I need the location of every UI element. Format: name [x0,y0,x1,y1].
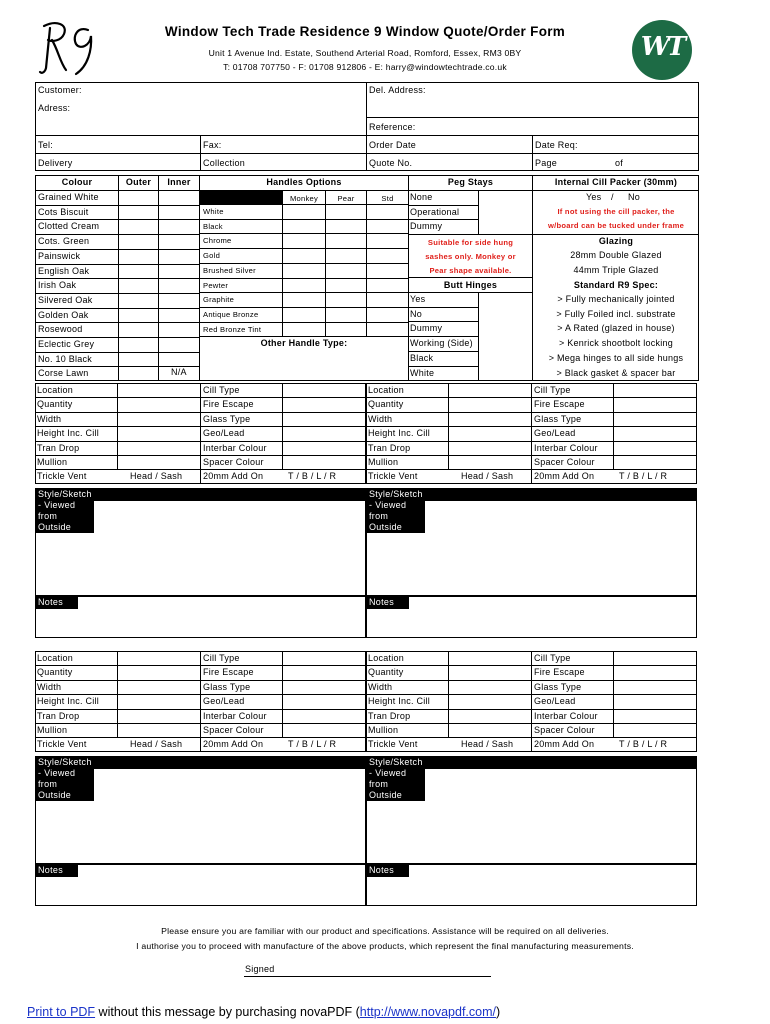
handle-row-divider [199,307,408,308]
window-option-label[interactable]: Fire Escape [534,399,585,409]
r9-logo [38,18,100,78]
grid-row-divider [35,709,366,710]
window-field-label[interactable]: Location [37,653,74,663]
window-option-label[interactable]: 20mm Add On [203,471,264,481]
butt-row-divider [408,307,478,308]
window-option-label[interactable]: Cill Type [534,653,571,663]
handles-blackout [200,190,282,204]
monkey-header: Monkey [289,194,319,203]
novapdf-notice [27,1005,500,1019]
grid-row-divider [366,665,697,666]
trickle-vent-head-sash[interactable]: Head / Sash [130,739,183,749]
cill-warning-2: w/board can be tucked under frame [547,221,685,230]
grid-row-divider [366,737,697,738]
peg-stay-option[interactable]: Operational [410,207,460,217]
window-option-label[interactable]: Interbar Colour [534,443,598,453]
handle-row-divider [199,219,408,220]
window-field-label[interactable]: Height Inc. Cill [37,428,100,438]
notes-area[interactable] [366,596,697,638]
colour-row-divider [35,264,199,265]
colour-row-divider [35,278,199,279]
footer-assistance-note: Please ensure you are familiar with our product and specifications. Assistance will be required on all deliveries. [161,926,609,936]
window-field-label[interactable]: Height Inc. Cill [368,696,431,706]
window-option-label[interactable]: Spacer Colour [534,457,595,467]
collection-field[interactable]: Collection [203,158,246,168]
handle-row-divider [199,248,408,249]
grid-row-divider [35,426,366,427]
cill-warning-1: If not using the cill packer, the [557,207,675,216]
window-field-label[interactable]: Height Inc. Cill [368,428,431,438]
peg-stays-header: Peg Stays [447,177,494,187]
grid-row-divider [35,441,366,442]
page-field[interactable]: Page [535,158,558,168]
std-header: Std [381,194,394,203]
notes-area[interactable] [366,864,697,906]
peg-row-divider [408,219,478,220]
spec-item: > Kenrick shootbolt locking [558,338,674,348]
colour-row-divider [35,352,199,353]
window-option-label[interactable]: Spacer Colour [534,725,595,735]
window-option-label[interactable]: Fire Escape [534,667,585,677]
window-field-label[interactable]: Quantity [37,667,73,677]
handle-finish-option[interactable]: Brushed Silver [203,266,256,275]
butt-hinge-option[interactable]: Working (Side) [410,338,473,348]
grid-row-divider [35,455,366,456]
cill-packer-no[interactable]: No [628,192,641,202]
window-option-label[interactable]: Interbar Colour [534,711,598,721]
company-contact: T: 01708 707750 - F: 01708 912806 - E: harry@windowtechtrade.co.uk [223,62,507,72]
glazing-header: Glazing [598,236,634,246]
spec-item: > Fully Foiled incl. substrate [556,309,676,319]
grid-row-divider [366,723,697,724]
grid-row-divider [366,441,697,442]
window-field-label[interactable]: Tran Drop [37,443,80,453]
window-option-label[interactable]: Fire Escape [203,667,254,677]
handle-finish-option[interactable]: Graphite [203,295,235,304]
inner-header: Inner [167,177,191,187]
grid-row-divider [35,694,366,695]
handle-finish-option[interactable]: Pewter [203,281,229,290]
window-field-label[interactable]: Trickle Vent [368,739,418,749]
peg-note-3: Pear shape available. [429,266,512,275]
colour-option[interactable]: No. 10 Black [38,354,93,364]
window-field-label[interactable]: Width [368,682,393,692]
del-address-field[interactable]: Del. Address: [369,85,426,95]
colour-row-divider [35,234,199,235]
sketch-label: Style/Sketch - Viewed from Outside [38,757,92,800]
butt-hinge-option[interactable]: Dummy [410,323,443,333]
colour-row-divider [35,337,199,338]
peg-note-1: Suitable for side hung [427,238,514,247]
window-field-label[interactable]: Location [368,653,405,663]
add-on-sides[interactable]: T / B / L / R [288,471,337,481]
butt-row-divider [408,351,478,352]
window-field-label[interactable]: Mullion [368,725,399,735]
notes-area[interactable] [35,864,366,906]
handle-row-divider [199,263,408,264]
colour-option[interactable]: English Oak [38,266,90,276]
window-option-label[interactable]: Glass Type [534,682,582,692]
footer-authorisation: I authorise you to proceed with manufacture of the above products, which represent the final manufacturing measurements. [136,941,634,951]
novapdf-close: ) [495,1005,501,1019]
glazing-option-double[interactable]: 28mm Double Glazed [570,250,662,260]
novapdf-url-link[interactable]: http://www.novapdf.com/ [359,1005,496,1019]
window-option-label[interactable]: Glass Type [203,682,251,692]
window-option-label[interactable]: Geo/Lead [203,428,245,438]
window-field-label[interactable]: Tran Drop [37,711,80,721]
colour-row-divider [35,219,199,220]
butt-hinge-option[interactable]: Black [410,353,434,363]
window-option-label[interactable]: Cill Type [534,385,571,395]
grid-row-divider [35,723,366,724]
window-field-label[interactable]: Width [37,414,62,424]
peg-stay-option[interactable]: Dummy [410,221,443,231]
window-option-label[interactable]: 20mm Add On [534,739,595,749]
handle-finish-option[interactable]: Antique Bronze [203,310,259,319]
address-field[interactable]: Adress: [38,103,71,113]
colour-option[interactable]: Cots Biscuit [38,207,89,217]
butt-row-divider [408,321,478,322]
butt-row-divider [408,366,478,367]
colour-option[interactable]: Painswick [38,251,81,261]
window-option-label[interactable]: Cill Type [203,653,240,663]
grid-row-divider [366,455,697,456]
grid-row-divider [35,469,366,470]
quote-no-field[interactable]: Quote No. [369,158,413,168]
window-field-label[interactable]: Width [368,414,393,424]
window-field-label[interactable]: Quantity [368,667,404,677]
add-on-sides[interactable]: T / B / L / R [619,471,668,481]
handle-finish-option[interactable]: Red Bronze Tint [203,325,262,334]
window-field-label[interactable]: Mullion [368,457,399,467]
notes-label: Notes [38,865,64,875]
grid-row-divider [35,737,366,738]
grid-row-divider [35,412,366,413]
notes-label: Notes [38,597,64,607]
signature-line[interactable] [244,976,491,977]
window-option-label[interactable]: Interbar Colour [203,443,267,453]
delivery-field[interactable]: Delivery [38,158,73,168]
order-date-field[interactable]: Order Date [369,140,417,150]
peg-note-2: sashes only. Monkey or [425,252,516,261]
colour-row-divider [35,205,199,206]
spec-header: Standard R9 Spec: [573,280,659,290]
signed-label: Signed [245,964,275,974]
handle-finish-option[interactable]: Black [203,222,223,231]
handle-row-divider [199,292,408,293]
colour-option[interactable]: Eclectic Grey [38,339,95,349]
colour-na: N/A [171,367,187,377]
novapdf-text: without this message by purchasing novaPDF ( [95,1005,360,1019]
reference-field[interactable]: Reference: [369,122,416,132]
date-req-field[interactable]: Date Req: [535,140,578,150]
window-field-label[interactable]: Quantity [368,399,404,409]
colour-option[interactable]: Grained White [38,192,99,202]
window-field-label[interactable]: Mullion [37,725,68,735]
customer-field[interactable]: Customer: [38,85,82,95]
window-field-label[interactable]: Mullion [37,457,68,467]
fax-field[interactable]: Fax: [203,140,222,150]
handle-row-divider [199,204,408,205]
grid-row-divider [366,426,697,427]
handle-finish-option[interactable]: White [203,207,224,216]
peg-row-divider [408,205,478,206]
spec-item: > Mega hinges to all side hungs [548,353,684,363]
cill-packer-slash: / [611,192,614,202]
colour-row-divider [35,293,199,294]
window-option-label[interactable]: Spacer Colour [203,457,264,467]
colour-row-divider [35,308,199,309]
window-option-label[interactable]: Geo/Lead [534,696,576,706]
butt-row-divider [408,336,478,337]
page-of-label: of [615,158,624,168]
colour-option[interactable]: Silvered Oak [38,295,93,305]
form-title: Window Tech Trade Residence 9 Window Quote/Order Form [164,24,566,39]
window-option-label[interactable]: Glass Type [534,414,582,424]
other-handle-label[interactable]: Other Handle Type: [260,338,348,348]
outer-header: Outer [125,177,152,187]
notes-label: Notes [369,865,395,875]
window-option-label[interactable]: Geo/Lead [534,428,576,438]
window-field-label[interactable]: Location [37,385,74,395]
colour-option[interactable]: Golden Oak [38,310,89,320]
window-field-label[interactable]: Tran Drop [368,443,411,453]
trickle-vent-head-sash[interactable]: Head / Sash [461,471,514,481]
grid-row-divider [366,469,697,470]
grid-row-divider [366,709,697,710]
butt-hinge-option[interactable]: White [410,368,435,378]
butt-hinge-option[interactable]: No [410,309,423,319]
window-field-label[interactable]: Trickle Vent [37,739,87,749]
colour-header: Colour [61,177,93,187]
window-field-label[interactable]: Trickle Vent [368,471,418,481]
butt-hinges-header: Butt Hinges [443,280,498,290]
window-field-label[interactable]: Tran Drop [368,711,411,721]
handle-row-divider [199,278,408,279]
grid-row-divider [366,694,697,695]
window-option-label[interactable]: 20mm Add On [203,739,264,749]
glazing-option-triple[interactable]: 44mm Triple Glazed [573,265,659,275]
sketch-label: Style/Sketch - Viewed from Outside [369,489,423,532]
tel-field[interactable]: Tel: [38,140,54,150]
add-on-sides[interactable]: T / B / L / R [619,739,668,749]
company-address: Unit 1 Avenue Ind. Estate, Southend Arterial Road, Romford, Essex, RM3 0BY [208,48,522,58]
window-option-label[interactable]: Spacer Colour [203,725,264,735]
notes-area[interactable] [35,596,366,638]
spec-item: > Fully mechanically jointed [557,294,675,304]
spec-item: > A Rated (glazed in house) [557,323,675,333]
trickle-vent-head-sash[interactable]: Head / Sash [461,739,514,749]
window-option-label[interactable]: Cill Type [203,385,240,395]
pear-header: Pear [337,194,355,203]
handle-finish-option[interactable]: Chrome [203,236,232,245]
trickle-vent-head-sash[interactable]: Head / Sash [130,471,183,481]
window-field-label[interactable]: Quantity [37,399,73,409]
colour-option[interactable]: Clotted Cream [38,221,100,231]
window-option-label[interactable]: 20mm Add On [534,471,595,481]
sketch-label: Style/Sketch - Viewed from Outside [369,757,423,800]
handles-header: Handles Options [266,177,342,187]
peg-stay-option[interactable]: None [410,192,433,202]
grid-row-divider [35,665,366,666]
cill-packer-header: Internal Cill Packer (30mm) [554,177,678,187]
window-field-label[interactable]: Width [37,682,62,692]
butt-hinge-option[interactable]: Yes [410,294,426,304]
handle-finish-option[interactable]: Gold [203,251,221,260]
window-field-label[interactable]: Height Inc. Cill [37,696,100,706]
sketch-label: Style/Sketch - Viewed from Outside [38,489,92,532]
notes-label: Notes [369,597,395,607]
colour-option[interactable]: Irish Oak [38,280,77,290]
handle-row-divider [199,233,408,234]
add-on-sides[interactable]: T / B / L / R [288,739,337,749]
grid-row-divider [35,680,366,681]
grid-row-divider [35,397,366,398]
grid-row-divider [366,397,697,398]
colour-option[interactable]: Cots. Green [38,236,90,246]
window-tech-logo: WT [632,20,692,80]
window-option-label[interactable]: Glass Type [203,414,251,424]
colour-row-divider [35,249,199,250]
window-field-label[interactable]: Location [368,385,405,395]
handle-row-divider [199,322,408,323]
spec-item: > Black gasket & spacer bar [556,368,676,378]
window-option-label[interactable]: Geo/Lead [203,696,245,706]
grid-row-divider [366,412,697,413]
colour-option[interactable]: Rosewood [38,324,83,334]
print-to-pdf-link[interactable]: Print to PDF [27,1005,96,1019]
grid-row-divider [366,680,697,681]
colour-row-divider [35,322,199,323]
window-field-label[interactable]: Trickle Vent [37,471,87,481]
window-option-label[interactable]: Interbar Colour [203,711,267,721]
cill-packer-yes[interactable]: Yes [586,192,602,202]
customer-block [35,82,699,171]
window-option-label[interactable]: Fire Escape [203,399,254,409]
colour-option[interactable]: Corse Lawn [38,368,89,378]
